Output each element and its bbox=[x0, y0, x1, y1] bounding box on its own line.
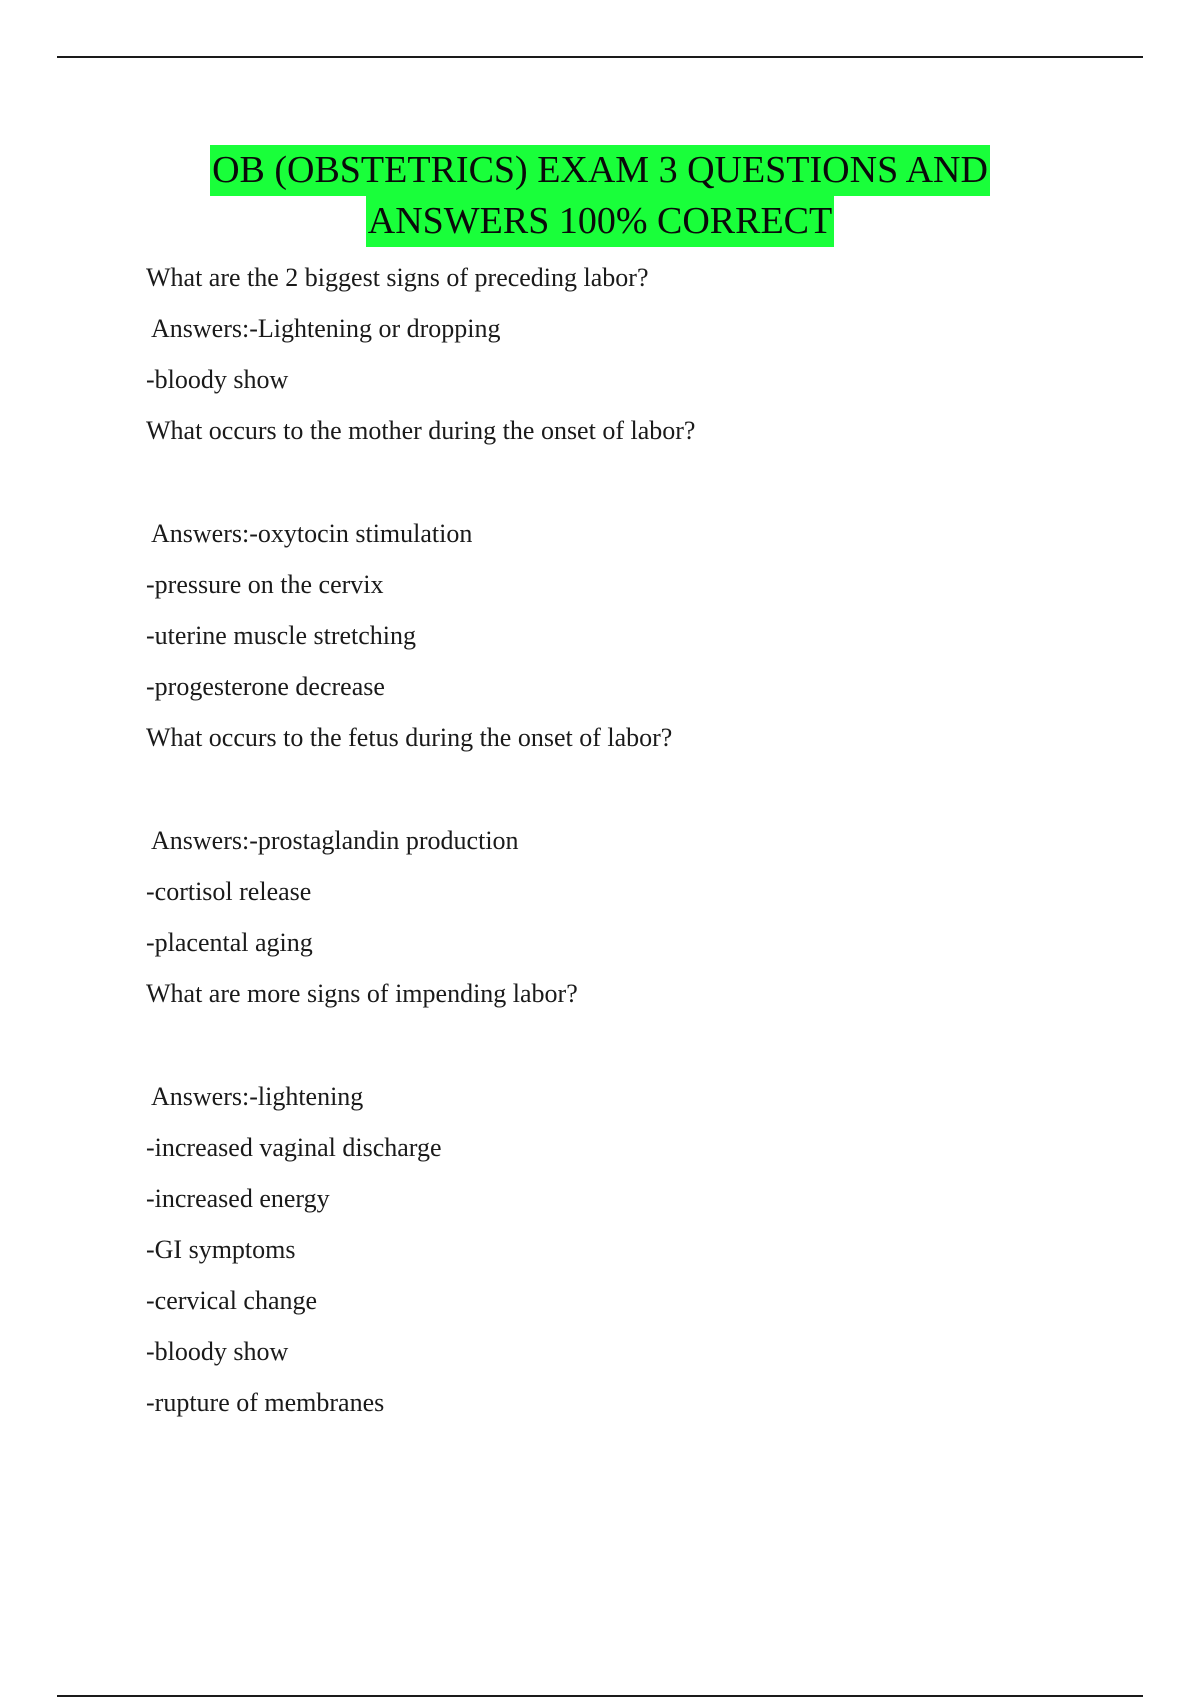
question-4: What are more signs of impending labor? bbox=[146, 979, 578, 1008]
answer-4-item: -cervical change bbox=[146, 1286, 318, 1315]
answer-2: Answers:-oxytocin stimulation bbox=[151, 519, 473, 548]
answer-2-item: -uterine muscle stretching bbox=[146, 621, 417, 650]
document-title bbox=[0, 145, 1200, 247]
answer-3: Answers:-prostaglandin production bbox=[151, 826, 519, 855]
question-2: What occurs to the mother during the onset of labor? bbox=[146, 416, 696, 445]
answer-4-item: -increased vaginal discharge bbox=[146, 1133, 442, 1162]
answer-3-item: -cortisol release bbox=[146, 877, 312, 906]
title-line-1: OB (OBSTETRICS) EXAM 3 QUESTIONS AND bbox=[210, 145, 990, 196]
answer-1: Answers:-Lightening or dropping bbox=[151, 314, 501, 343]
answer-4-item: -bloody show bbox=[146, 1337, 289, 1366]
answer-4-item: -GI symptoms bbox=[146, 1235, 296, 1264]
answer-4-item: -increased energy bbox=[146, 1184, 330, 1213]
answer-3-item: -placental aging bbox=[146, 928, 313, 957]
footer-rule bbox=[57, 1695, 1143, 1697]
question-1: What are the 2 biggest signs of preceding labor? bbox=[146, 263, 649, 292]
question-3: What occurs to the fetus during the onset of labor? bbox=[146, 723, 673, 752]
answer-4: Answers:-lightening bbox=[151, 1082, 364, 1111]
answer-1-item: -bloody show bbox=[146, 365, 289, 394]
title-line-2: ANSWERS 100% CORRECT bbox=[366, 196, 834, 247]
answer-2-item: -pressure on the cervix bbox=[146, 570, 384, 599]
answer-4-item: -rupture of membranes bbox=[146, 1388, 385, 1417]
answer-2-item: -progesterone decrease bbox=[146, 672, 385, 701]
header-rule bbox=[57, 56, 1143, 58]
